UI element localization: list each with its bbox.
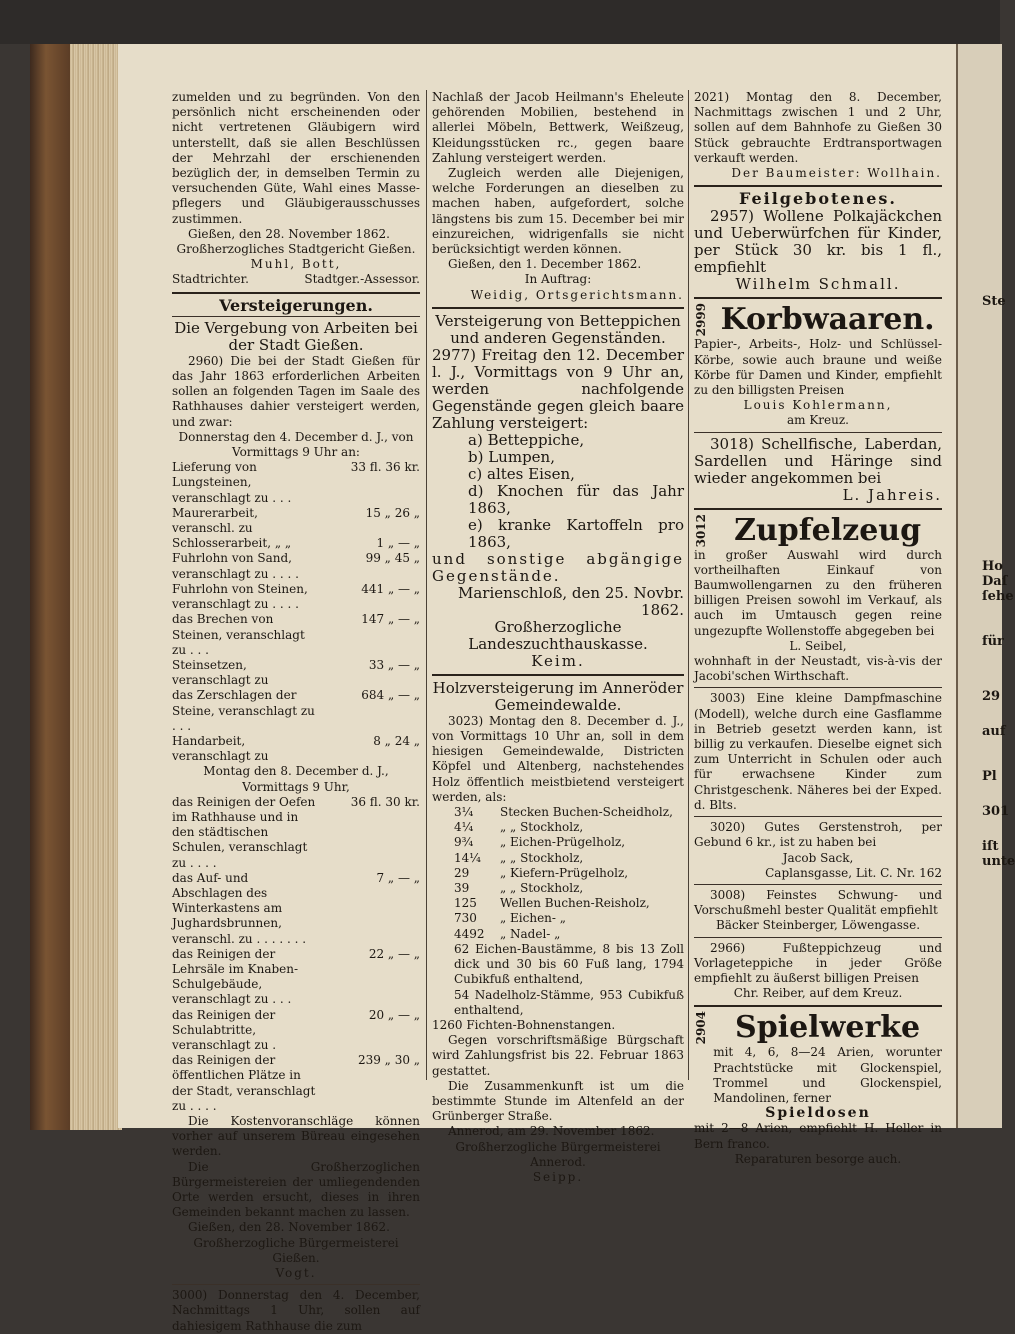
wood-desc: „ „ Stockholz, [500,881,584,896]
closing-text: Die Großherzoglichen Bürgermeistereien der umliegendenden Orte werden ersucht, dieses in ihren Gemeinden bekannt machen zu lassen. [172,1159,420,1220]
closing-date: Gießen, den 28. November 1862. [188,1220,390,1235]
ad-signature: Jacob Sack, [782,850,854,865]
next-page-line: Ste [982,294,1006,309]
ad-signature: Wilhelm Schmall. [735,275,901,294]
ad-signature: Bäcker Steinberger, Löwengasse. [715,918,921,933]
cost-desc: Handarbeit, veranschlagt zu [172,733,269,764]
wood-row [432,927,684,942]
ad-number: 3012 [694,513,708,548]
cost-row [172,536,420,551]
column-3 [694,90,942,1167]
column-rule [688,90,689,1080]
cost-desc: Fuhrlohn von Sand, veranschlagt zu . . . . [172,551,299,581]
notice-date: Marienschloß, den 25. Novbr. 1862. [457,583,684,619]
notice-text: 2960) Die bei der Stadt Gießen für das Jahr 1863 erforderlichen Arbeiten sollen an folgenden Tagen im Saale des Rathhauses dahier versteigert werden, und zwar: [172,353,420,429]
wood-row [432,851,684,866]
notice-date: Gießen, den 1. December 1862. [448,257,642,272]
section-heading: Feilgebotenes. [738,189,897,209]
wood-qty: 730 [454,911,477,926]
cost-value: 441 „ — „ [361,581,420,596]
notice-text: 3023) Montag den 8. December d. J., von Vormittags 10 Uhr an, soll in dem hiesigen Gemeindewalde, Districten Köpfel und Altenberg, nachstehendes Holz öffentlich meistbietend versteigert werden, als: [432,713,684,804]
ad-text: mit 2—8 Arien, empfiehlt H. Heller in Bern franco. [694,1121,942,1151]
intro-date: Gießen, den 28. November 1862. [188,226,390,241]
cost-row [172,582,420,612]
cost-desc: das Reinigen der Schulabtritte, veranschlagt zu . [172,1007,277,1052]
divider [172,292,420,294]
notice-office: Großherzogliche Landeszuchthauskasse. [468,617,648,653]
divider [694,937,942,938]
divider [694,297,942,299]
wood-qty: 4492 [454,926,485,941]
closing-name: Vogt. [275,1266,317,1281]
next-page-line: auf [982,724,1006,739]
intro-roles [172,272,420,287]
divider [432,674,684,676]
ad-subtitle: Spieldosen [765,1105,871,1122]
ad-block [694,1011,942,1106]
ad-text: 3008) Feinstes Schwung- und Vorschußmehl bester Qualität empfiehlt [694,887,942,918]
intro-text: zumelden und zu begründen. Von den persönlich nicht erscheinenden oder nicht vertretenen Gläubigern wird unterstellt, daß sie allen Beschlüssen der Mehrzahl der erschienenden bezüglich der, in demselben Termin zu versuchenden Güte, Wahl eines Masse-pflegers und Gläubigerausschusses zustimmen. [172,90,420,226]
notice-text: 2977) Freitag den 12. December l. J., Vormittags von 9 Uhr an, werden nachfolgende Gegenstände gegen gleich baare Zahlung versteigert: [432,345,684,432]
notice-name: Keim. [531,651,585,670]
ad-signature: L. Seibel, [789,638,847,653]
cost-desc: Lieferung von Lungsteinen, veranschlagt zu . . . [172,460,292,505]
column-2 [432,90,684,1185]
ad-signature: L. Jahreis. [842,485,942,504]
closing-office: Großherzogliche Bürgermeisterei Gießen. [193,1235,399,1265]
cost-value: 33 fl. 36 kr. [350,460,420,475]
ad-number: 2999 [694,303,708,337]
wood-qty: 9¾ [454,835,474,850]
divider [694,1005,942,1007]
divider [172,1284,420,1285]
list-item: c) altes Eisen, [468,464,575,483]
ad-title: Korbwaaren. [720,302,935,338]
cost-desc: das Reinigen der Oefen im Rathhause und in den städtischen Schulen, veranschlagt zu . . . . [172,794,316,870]
wood-qty: 14¼ [454,850,481,865]
cost-value: 15 „ 26 „ [365,505,420,520]
cost-value: 1 „ — „ [376,536,420,551]
cost-desc: Fuhrlohn von Steinen, veranschlagt zu . . . . [172,581,308,612]
next-page-line: ſehe [982,589,1014,604]
cost-desc: das Auf- und Abschlagen des Winterkastens am Jughardsbrunnen, veranschl. zu . . . . . . . [172,870,307,946]
notice-text: Gegen vorschriftsmäßige Bürgschaft wird Zahlungsfrist bis 22. Februar 1863 gestattet. [432,1033,684,1078]
notice-office: Großherzogliche Bürgermeisterei Annerod. [455,1139,661,1169]
ad-text: 3018) Schellfische, Laberdan, Sardellen und Häringe sind wieder angekommen bei [694,434,942,487]
next-page-line: Pl [982,769,997,784]
ad-number: 2904 [694,1011,708,1045]
cost-row [172,947,420,1008]
cost-row [172,734,420,764]
next-page-line: Ho [982,559,1003,574]
wood-desc: Stecken Buchen-Scheidholz, [500,805,673,820]
wood-qty: 29 [454,865,470,880]
next-page-line: für [982,634,1004,649]
wood-desc: „ Eichen- „ [500,911,566,926]
notice-text: Die Zusammenkunft ist um die bestimmte Stunde im Altenfeld an der Grünberger Straße. [432,1078,684,1124]
ad-address: wohnhaft in der Neustadt, vis-à-vis der Jacobi'schen Wirthschaft. [694,654,942,684]
wood-desc: „ Nadel- „ [500,926,561,941]
ad-text: in großer Auswahl wird durch vortheilhaften Einkauf von Baumwollengarnen zu den früheren billigen Preisen sowohl im Verkauf, als auch im Umtausch gegen reine ungezupfte Wollenstoffe abgegeben bei [694,547,942,638]
role-left: Stadtrichter. [172,272,249,287]
list-item: b) Lumpen, [468,447,555,466]
notice-signature: Der Baumeister: Wollhain. [731,166,942,181]
cost-value: 99 „ 45 „ [365,551,420,566]
ad-signature: Chr. Reiber, auf dem Kreuz. [733,986,903,1001]
cost-desc: das Brechen von Steinen, veranschlagt zu . . . [172,612,305,657]
wood-desc: Wellen Buchen-Reisholz, [500,896,650,911]
cost-value: 147 „ — „ [361,612,420,627]
day-heading: Donnerstag den 4. December d. J., von Vormittags 9 Uhr an: [178,429,414,460]
next-page-line: iſt [982,839,999,854]
ad-title: Zupfelzeug [734,512,922,548]
list-item: a) Betteppiche, [468,430,585,449]
cost-row [172,612,420,658]
ad-signature: Louis Kohlermann, [743,398,893,413]
next-page-line: unte [982,854,1015,869]
cost-desc: das Zerschlagen der Steine, veranschlagt zu . . . [172,688,315,733]
wood-row [432,820,684,835]
divider [694,816,942,817]
notice-signature: Weidig, Ortsgerichtsmann. [470,287,684,302]
cost-row [172,460,420,506]
wood-desc: „ Kiefern-Prügelholz, [500,865,629,880]
divider [172,316,420,317]
ad-text: Papier-, Arbeits-, Holz- und Schlüssel-Körbe, sowie auch braune und weiße Körbe für Damen und Kinder, empfiehlt zu den billigsten Preisen [694,337,942,398]
cost-row [172,506,420,536]
ad-text: Reparaturen besorge auch. [734,1151,902,1166]
cost-row [172,1008,420,1054]
cost-row [172,871,420,947]
notice-text: Nachlaß der Jacob Heilmann's Eheleute gehörenden Mobilien, bestehend in allerlei Möbeln, Bettwerk, Weißzeug, Kleidungsstücken rc., gegen baare Zahlung versteigert werden. [432,90,684,165]
list-item: d) Knochen für das Jahr 1863, [468,481,684,517]
wood-row [432,835,684,850]
notice-text: Zugleich werden alle Diejenigen, welche Forderungen an dieselben zu machen haben, aufgefordert, solche längstens bis zum 15. December bei mir einzureichen, widrigenfalls sie nicht berücksichtigt werden können. [432,166,684,257]
wood-stems: 62 Eichen-Baustämme, 8 bis 13 Zoll dick und 30 bis 60 Fuß lang, 1794 Cubikfuß enthaltend, [454,941,684,987]
cost-row [172,1053,420,1114]
ad-block [694,303,942,337]
cost-value: 20 „ — „ [368,1007,420,1022]
wood-qty: 39 [454,881,470,896]
closing-text: Die Kostenvoranschläge können vorher auf unserem Büreau eingesehen werden. [172,1114,420,1159]
wood-qty: 3¼ [454,805,474,820]
cost-value: 7 „ — „ [376,870,420,885]
column-1 [172,90,420,1334]
cost-value: 239 „ 30 „ [357,1053,420,1068]
notice-title: Holzversteigerung im Anneröder Gemeindewalde. [432,678,684,714]
ad-text: 2966) Fußteppichzeug und Vorlageteppiche in jeder Größe empfiehlt zu äußerst billigen Preisen [694,940,942,985]
ad-signature: am Kreuz. [786,413,849,428]
cost-value: 684 „ — „ [361,688,420,703]
role-right: Stadtger.-Assessor. [304,272,420,287]
ad-text: 2957) Wollene Polkajäckchen und Ueberwürfchen für Kinder, per Stück 30 kr. bis 1 fl., empfiehlt [694,207,942,277]
wood-row [432,896,684,911]
intro-names: Muhl, Bott, [250,257,342,272]
cost-value: 22 „ — „ [368,946,420,961]
divider [694,185,942,187]
ad-text: mit 4, 6, 8—24 Arien, worunter Prachtstücke mit Glockenspiel, Trommel und Glockenspiel, Mandolinen, ferner [713,1045,942,1105]
divider [432,307,684,309]
page-edges [70,44,122,1130]
next-page-line: Daſ [982,574,1008,589]
list-item: e) kranke Kartoffeln pro 1863, [468,515,684,551]
next-page-line: 29 [982,689,1001,704]
notice-name: Seipp. [532,1169,584,1184]
wood-qty: 125 [454,896,477,911]
wood-row [432,866,684,881]
divider [694,687,942,688]
wood-desc: „ Eichen-Prügelholz, [500,835,626,850]
dark-background [0,0,1000,44]
day-heading: Montag den 8. December d. J., Vormittags 9 Uhr, [203,764,389,794]
cost-row [172,551,420,581]
ad-title: Spielwerke [735,1010,921,1046]
next-page-line: 301 [982,804,1010,819]
divider [694,508,942,510]
wood-desc: „ „ Stockholz, [500,850,584,865]
cost-row [172,688,420,734]
cost-desc: das Reinigen der Lehrsäle im Knaben-Schulgebäude, veranschlagt zu . . . [172,946,299,1007]
cost-value: 36 fl. 30 kr. [350,794,420,809]
cost-row [172,658,420,688]
notice-text: und sonstige abgängige Gegenstände. [432,549,684,585]
next-page-fragment [956,44,1015,1128]
wood-stems: 1260 Fichten-Bohnenstangen. [432,1017,616,1032]
cost-desc: Schlosserarbeit, „ „ [172,536,292,551]
notice-title: Versteigerung von Betteppichen und anderen Gegenständen. [435,311,681,347]
cost-desc: das Reinigen der öffentlichen Plätze in der Stadt, veranschlagt zu . . . . [172,1053,316,1113]
column-rule [426,90,427,1080]
divider [694,884,942,885]
book-binding [30,44,70,1130]
last-notice: 3000) Donnerstag den 4. December, Nachmittags 1 Uhr, sollen auf dahiesigem Rathhause die zum [172,1288,420,1333]
intro-court: Großherzogliches Stadtgericht Gießen. [176,242,416,257]
notice-date: Annerod, am 29. November 1862. [448,1124,655,1139]
wood-row [432,805,684,820]
wood-desc: „ „ Stockholz, [500,820,584,835]
ad-block [694,514,942,548]
ad-text: 3020) Gutes Gerstenstroh, per Gebund 6 kr., ist zu haben bei [694,820,942,850]
cost-desc: Maurerarbeit, veranschl. zu [172,505,258,536]
cost-row [172,795,420,871]
ad-text: 3003) Eine kleine Dampfmaschine (Modell), welche durch eine Gasflamme in Betrieb gesetzt werden kann, ist billig zu verkaufen. Dieselbe eignet sich zum Unterricht in Schulen oder auch für erwachsene Kinder zum Christgeschenk. Näheres bei der Exped. d. Blts. [694,691,942,812]
cost-value: 8 „ 24 „ [373,733,420,748]
divider [694,432,942,433]
section-heading: Versteigerungen. [219,295,373,315]
wood-row [432,881,684,896]
wood-qty: 4¼ [454,820,474,835]
notice-title: Die Vergebung von Arbeiten bei der Stadt Gießen. [174,318,418,354]
cost-desc: Steinsetzen, veranschlagt zu [172,657,269,688]
notice-text: 2021) Montag den 8. December, Nachmittags zwischen 1 und 2 Uhr, sollen auf dem Bahnhofe zu Gießen 30 Stück gebrauchte Erdtransportwagen verkauft werden. [694,90,942,165]
notice-auftrag: In Auftrag: [524,272,592,287]
wood-stems: 54 Nadelholz-Stämme, 953 Cubikfuß enthaltend, [454,987,684,1017]
ad-address: Caplansgasse, Lit. C. Nr. 162 [765,865,942,880]
cost-value: 33 „ — „ [368,657,420,672]
wood-row [432,911,684,926]
